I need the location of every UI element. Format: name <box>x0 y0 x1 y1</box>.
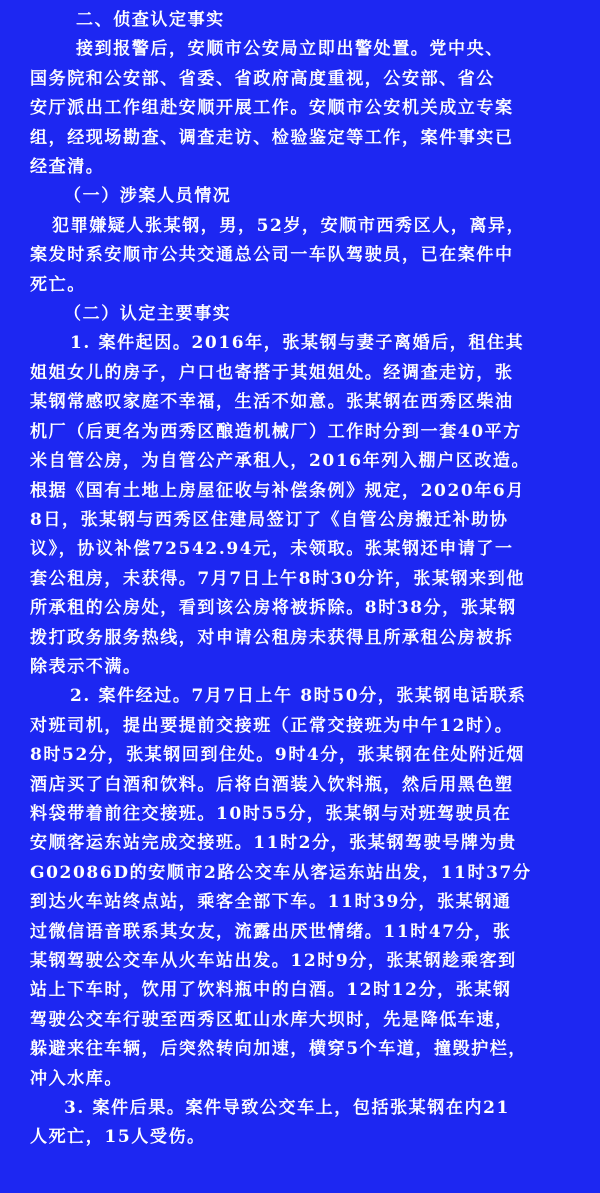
paragraph-line: G02086D的安顺市2路公交车从客运东站出发，11时37分 <box>30 862 532 883</box>
paragraph-line: 安顺客运东站完成交接班。11时2分，张某钢驾驶号牌为贵 <box>30 833 517 854</box>
paragraph-line: 对班司机，提出要提前交接班（正常交接班为中午12时）。 <box>30 715 514 736</box>
paragraph-line: 机厂（后更名为西秀区酿造机械厂）工作时分到一套40平方 <box>30 421 522 442</box>
paragraph-line: 接到报警后，安顺市公安局立即出警处置。党中央、 <box>76 39 504 60</box>
paragraph-line: 过微信语音联系其女友，流露出厌世情绪。11时47分，张 <box>30 921 512 942</box>
paragraph-line: 料袋带着前往交接班。10时55分，张某钢与对班驾驶员在 <box>30 803 512 824</box>
paragraph-line: 人死亡，15人受伤。 <box>30 1127 206 1148</box>
paragraph-line: 1. 案件起因。2016年，张某钢与妻子离婚后，租住其 <box>70 333 525 354</box>
paragraph-line: 安厅派出工作组赴安顺开展工作。安顺市公安机关成立专案 <box>30 98 514 119</box>
paragraph-line: 冲入水库。 <box>30 1068 123 1089</box>
section-heading: 二、侦查认定事实 <box>76 10 225 30</box>
paragraph-line: 驾驶公交车行驶至西秀区虹山水库大坝时，先是降低车速， <box>30 1009 514 1030</box>
paragraph-line: 米自管公房，为自管公产承租人，2016年列入棚户区改造。 <box>30 451 531 472</box>
paragraph-line: 拨打政务服务热线，对申请公租房未获得且所承租公房被拆 <box>30 627 514 648</box>
paragraph-line: 8时52分，张某钢回到住处。9时4分，张某钢在住处附近烟 <box>30 745 525 766</box>
paragraph-line: 案发时系安顺市公共交通总公司一车队驾驶员，已在案件中 <box>30 245 514 266</box>
paragraph-line: 组，经现场勘查、调查走访、检验鉴定等工作，案件事实已 <box>30 127 514 148</box>
paragraph-line: 死亡。 <box>30 274 86 295</box>
paragraph-line: 犯罪嫌疑人张某钢，男，52岁，安顺市西秀区人，离异， <box>52 215 526 236</box>
paragraph-line: 所承租的公房处，看到该公房将被拆除。8时38分，张某钢 <box>30 598 517 619</box>
paragraph-line: 除表示不满。 <box>30 656 142 677</box>
paragraph-line: 8日，张某钢与西秀区住建局签订了《自管公房搬迁补助协 <box>30 509 509 530</box>
paragraph-line: 姐姐女儿的房子，户口也寄搭于其姐姐处。经调查走访，张 <box>30 362 514 383</box>
paragraph-line: 酒店买了白酒和饮料。后将白酒装入饮料瓶，然后用黑色塑 <box>30 774 514 795</box>
subsection-heading: （二）认定主要事实 <box>64 304 232 325</box>
subsection-heading: （一）涉案人员情况 <box>64 186 232 207</box>
paragraph-line: 某钢常感叹家庭不幸福，生活不如意。张某钢在西秀区柴油 <box>30 392 514 413</box>
paragraph-line: 某钢驾驶公交车从火车站出发。12时9分，张某钢趁乘客到 <box>30 951 517 971</box>
paragraph-line: 躲避来往车辆，后突然转向加速，横穿5个车道，撞毁护栏， <box>30 1039 528 1060</box>
paragraph-line: 议》，协议补偿72542.94元，未领取。张某钢还申请了一 <box>30 539 514 560</box>
paragraph-line: 根据《国有土地上房屋征收与补偿条例》规定，2020年6月 <box>30 480 525 501</box>
paragraph-line: 套公租房，未获得。7月7日上午8时30分许，张某钢来到他 <box>30 568 525 589</box>
paragraph-line: 经查清。 <box>30 157 105 178</box>
paragraph-line: 站上下车时，饮用了饮料瓶中的白酒。12时12分，张某钢 <box>30 980 512 1001</box>
paragraph-line: 3. 案件后果。案件导致公交车上，包括张某钢在内21 <box>64 1098 510 1119</box>
paragraph-line: 2. 案件经过。7月7日上午 8时50分，张某钢电话联系 <box>70 686 527 707</box>
paragraph-line: 到达火车站终点站，乘客全部下车。11时39分，张某钢通 <box>30 892 512 913</box>
paragraph-line: 国务院和公安部、省委、省政府高度重视，公安部、省公 <box>30 68 495 89</box>
